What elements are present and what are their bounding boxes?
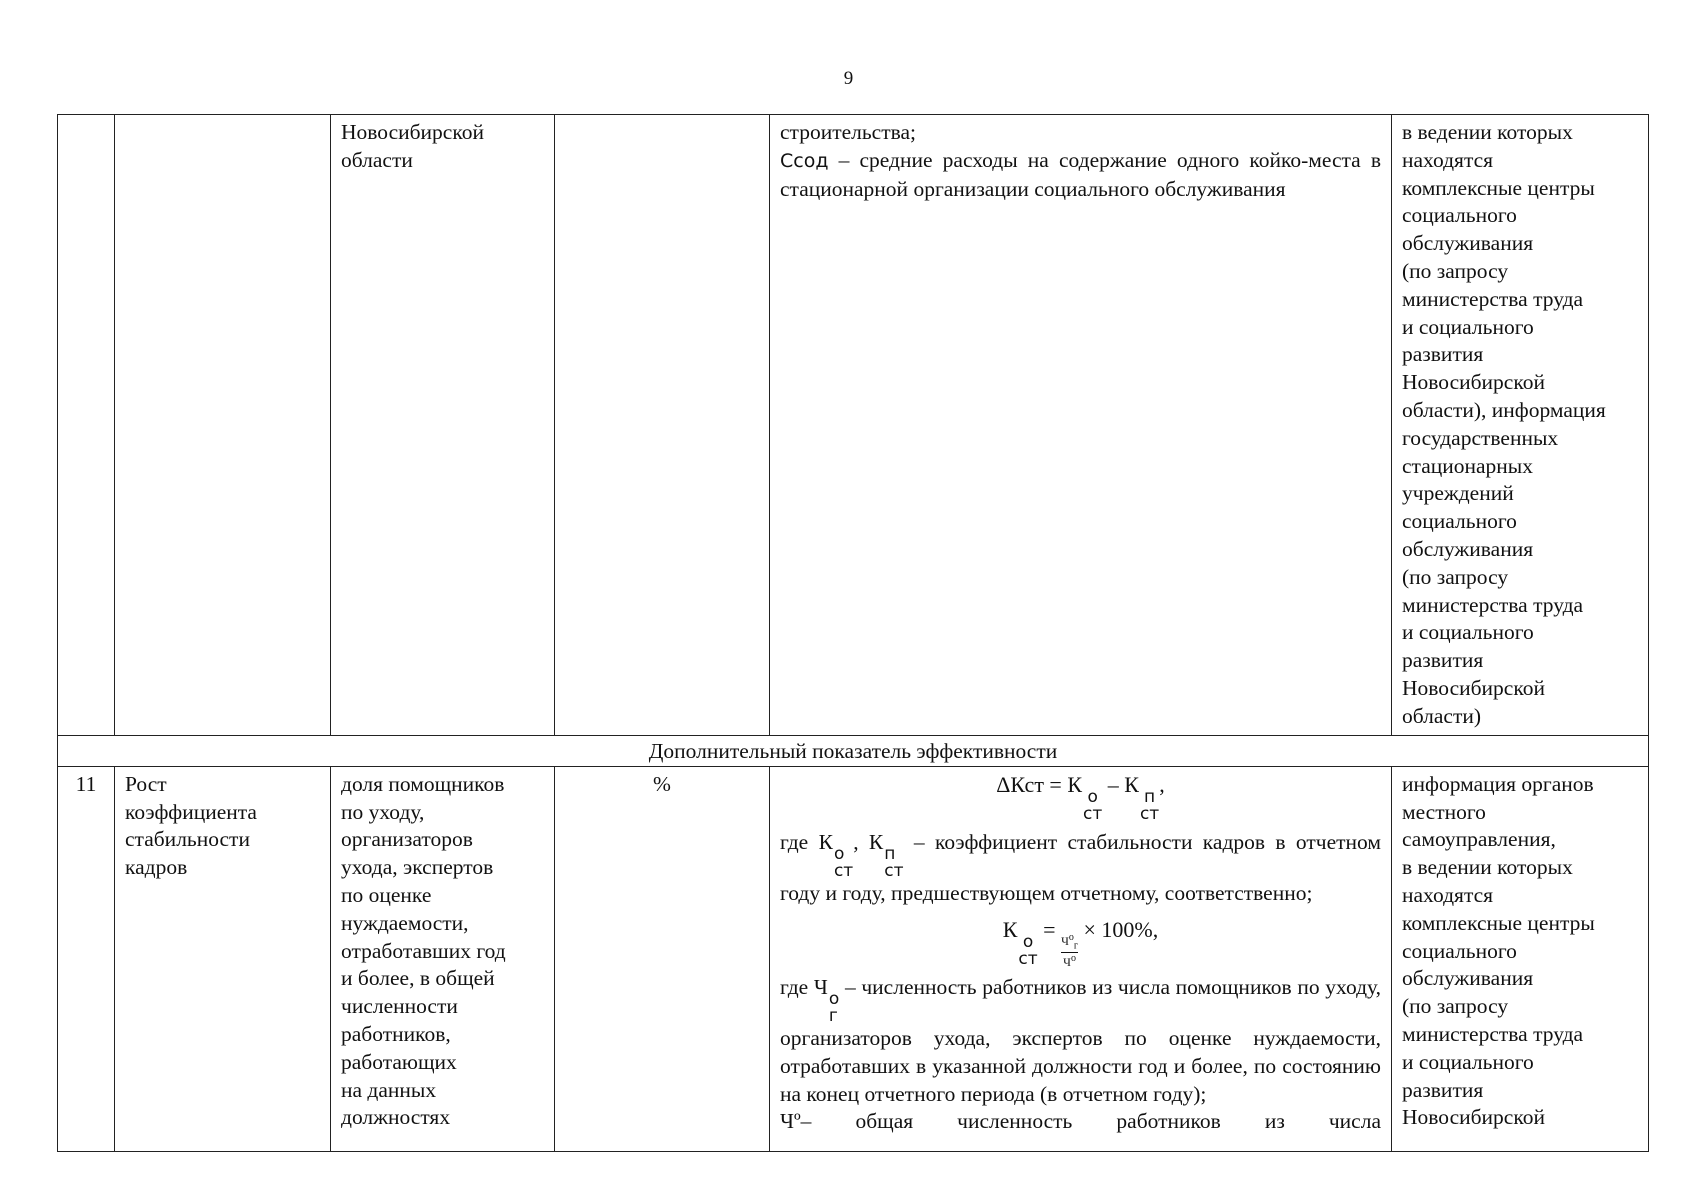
- source-line: местного: [1402, 799, 1486, 824]
- superscript: о: [1087, 786, 1098, 807]
- row-number: 11: [58, 766, 115, 1151]
- source-line: развития: [1402, 648, 1484, 673]
- cell-definition: [331, 115, 555, 736]
- source-line: в ведении которых: [1402, 120, 1573, 144]
- source-line: и социального: [1402, 620, 1534, 645]
- formula-text: ,: [1159, 771, 1165, 797]
- sup-sub: [884, 843, 904, 881]
- text: общая численность работников из числа: [811, 1109, 1381, 1134]
- text: где Ч: [780, 974, 828, 999]
- source-line: Новосибирской: [1402, 1105, 1545, 1130]
- definition-line: по оценке: [341, 882, 432, 907]
- numerator-sub: г: [1073, 939, 1079, 951]
- method-content: [780, 771, 1381, 1136]
- cell-unit-empty: [555, 115, 770, 736]
- source-line: развития: [1402, 1077, 1484, 1102]
- superscript: п: [884, 843, 896, 864]
- page-number: 9: [843, 68, 854, 89]
- source-line: и социального: [1402, 314, 1534, 339]
- subscript: г: [828, 1005, 838, 1026]
- formula-text: ΔКст = К: [996, 771, 1083, 797]
- definition-line: на данных: [341, 1077, 437, 1102]
- source-line: государственных: [1402, 425, 1559, 450]
- source-line: учреждений: [1402, 481, 1514, 506]
- indicator-definition: [331, 766, 555, 1151]
- data-source: [1392, 766, 1649, 1151]
- source-line: (по запросу: [1402, 994, 1509, 1019]
- numerator-symbol: Ч: [1061, 933, 1069, 948]
- formula-delta-kst: [780, 771, 1381, 823]
- source-line: министерства труда: [1402, 286, 1584, 311]
- denominator-sup: о: [1070, 952, 1076, 964]
- source-line: развития: [1402, 342, 1484, 367]
- source-line: комплексные центры: [1402, 910, 1595, 935]
- denominator-symbol: Ч: [1063, 954, 1071, 969]
- source-line: находятся: [1402, 882, 1494, 907]
- formula-text: × 100%,: [1078, 916, 1159, 942]
- source-line: в ведении которых: [1402, 855, 1573, 880]
- indicators-table: [57, 114, 1649, 1152]
- formula-kst: [780, 916, 1381, 968]
- cell-name-empty: [115, 115, 331, 736]
- where-paragraph-1: [780, 829, 1381, 908]
- superscript: п: [1144, 786, 1156, 807]
- table-row-continued: [58, 115, 1649, 736]
- cell-number-empty: [58, 115, 115, 736]
- formula-text: К: [1002, 916, 1018, 942]
- source-line: (по запросу: [1402, 564, 1509, 589]
- method-text: – средние расходы на содержание одного койко-места в стационарной организации социального обслуживания: [780, 147, 1381, 201]
- superscript: о: [828, 988, 840, 1009]
- sup-sub: [833, 843, 854, 881]
- definition-line: работающих: [341, 1049, 457, 1074]
- source-line: Новосибирской: [1402, 370, 1545, 395]
- definition-line: ухода, экспертов: [341, 855, 494, 880]
- numerator-sup: о: [1068, 931, 1074, 943]
- text: Чº–: [780, 1109, 812, 1134]
- superscript: о: [833, 843, 845, 864]
- source-line: министерства труда: [1402, 1021, 1584, 1046]
- definition-line: Новосибирской: [341, 120, 484, 144]
- superscript: о: [1022, 931, 1034, 952]
- name-line: Рост: [125, 771, 167, 796]
- table-row-11: [58, 766, 1649, 1151]
- source-line: социального: [1402, 509, 1517, 534]
- name-line: коэффициента: [125, 799, 257, 824]
- text: , К: [853, 829, 884, 854]
- source-line: обслуживания: [1402, 966, 1534, 991]
- sup-sub: [1083, 786, 1103, 824]
- subscript: ст: [884, 860, 904, 881]
- source-line: обслуживания: [1402, 231, 1534, 256]
- definition-line: организаторов: [341, 827, 473, 852]
- source-line: области), информация: [1402, 397, 1606, 422]
- source-line: и социального: [1402, 1049, 1534, 1074]
- calculation-method: [770, 766, 1392, 1151]
- source-line: социального: [1402, 938, 1517, 963]
- definition-line: нуждаемости,: [341, 910, 469, 935]
- cell-source: [1392, 115, 1649, 736]
- source-line: Новосибирской: [1402, 675, 1545, 700]
- definition-line: по уходу,: [341, 799, 425, 824]
- text: – коэффициент стабильности кадров в отчетном году и году, предшествующем отчетному, соответственно;: [780, 829, 1381, 905]
- sup-sub: [1139, 786, 1160, 824]
- source-line: министерства труда: [1402, 592, 1584, 617]
- source-line: социального: [1402, 203, 1517, 228]
- text: – численность работников из числа помощников по уходу, организаторов ухода, экспертов по оценке нуждаемости, отработавших в указанной должности год и более, по состоянию на конец отчетного периода (в отчетном году);: [780, 974, 1381, 1106]
- source-line: области): [1402, 703, 1482, 728]
- definition-line: области: [341, 147, 413, 172]
- formula-text: =: [1037, 916, 1062, 942]
- unit-cell: %: [555, 766, 770, 1151]
- formula-symbol: Ссод: [780, 149, 829, 172]
- section-header-row: [58, 736, 1649, 767]
- where-paragraph-2: [780, 974, 1381, 1108]
- definition-line: должностях: [341, 1105, 451, 1130]
- numerator: [1061, 932, 1078, 952]
- subscript: ст: [1083, 803, 1103, 824]
- subscript: ст: [1018, 948, 1038, 969]
- name-line: кадров: [125, 855, 188, 880]
- section-title: Дополнительный показатель эффективности: [58, 736, 1649, 767]
- source-line: находятся: [1402, 147, 1494, 172]
- source-line: комплексные центры: [1402, 175, 1595, 200]
- name-line: стабильности: [125, 827, 250, 852]
- source-line: информация органов: [1402, 771, 1594, 796]
- denominator: [1063, 953, 1076, 968]
- definition-line: отработавших год: [341, 938, 506, 963]
- cell-method: [770, 115, 1392, 736]
- definition-line: работников,: [341, 1021, 451, 1046]
- source-line: самоуправления,: [1402, 827, 1556, 852]
- indicator-name: [115, 766, 331, 1151]
- subscript: ст: [1139, 803, 1160, 824]
- source-line: (по запросу: [1402, 258, 1509, 283]
- sup-sub: [828, 988, 840, 1026]
- definition-line: численности: [341, 994, 458, 1019]
- source-line: обслуживания: [1402, 536, 1534, 561]
- definition-line: доля помощников: [341, 771, 505, 796]
- definition-line: и более, в общей: [341, 966, 495, 991]
- source-line: стационарных: [1402, 453, 1534, 478]
- fraction: [1061, 932, 1078, 968]
- where-paragraph-3: [780, 1108, 1381, 1136]
- formula-text: – К: [1102, 771, 1139, 797]
- sup-sub: [1018, 931, 1038, 969]
- method-paragraph: [780, 147, 1381, 204]
- method-line: строительства;: [780, 120, 917, 144]
- subscript: ст: [833, 860, 854, 881]
- text: где К: [780, 829, 833, 854]
